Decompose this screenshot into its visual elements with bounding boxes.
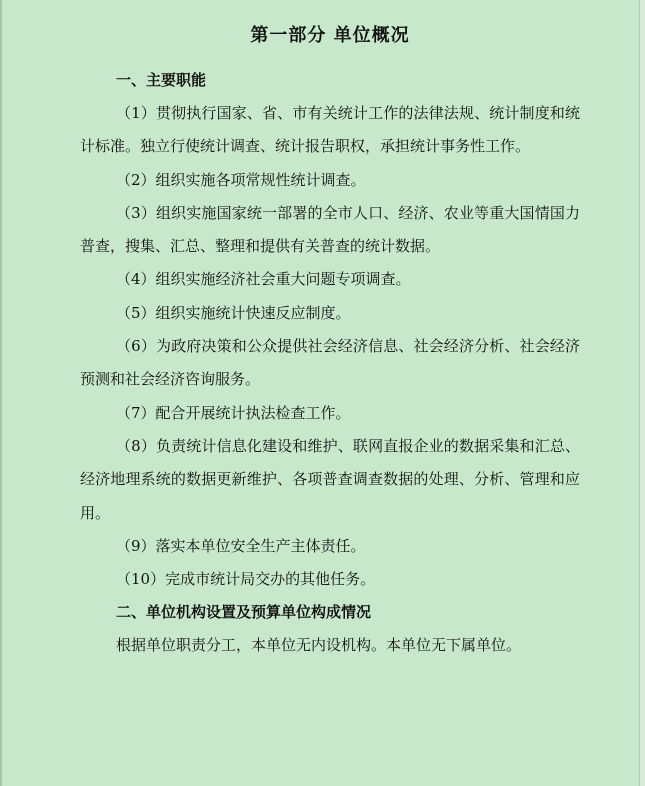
- function-item-2: （2）组织实施各项常规性统计调查。: [116, 170, 366, 189]
- section-heading-main-functions: 一、主要职能: [116, 71, 207, 89]
- function-item-3: （3）组织实施国家统一部署的全市人口、经济、农业等重大国情国力普查，搜集、汇总、整理和提供有关普查的统计数据。: [80, 203, 580, 256]
- function-item-9: （9）落实本单位安全生产主体责任。: [116, 536, 366, 555]
- function-item-8: （8）负责统计信息化建设和维护、联网直报企业的数据采集和汇总、经济地理系统的数据更新维护、各项普查调查数据的处理、分析、管理和应用。: [80, 436, 580, 522]
- function-item-10: （10）完成市统计局交办的其他任务。: [116, 570, 376, 589]
- page-title: 第一部分 单位概况: [250, 25, 410, 46]
- function-item-5: （5）组织实施统计快速反应制度。: [116, 303, 351, 322]
- page-left-edge: [0, 0, 2, 786]
- function-item-4: （4）组织实施经济社会重大问题专项调查。: [116, 270, 411, 289]
- function-item-1: （1）贯彻执行国家、省、市有关统计工作的法律法规、统计制度和统计标准。独立行使统计调查、统计报告职权，承担统计事务性工作。: [80, 104, 580, 156]
- function-item-7: （7）配合开展统计执法检查工作。: [116, 403, 351, 422]
- scrollbar-edge[interactable]: [639, 0, 645, 786]
- organization-text: 根据单位职责分工，本单位无内设机构。本单位无下属单位。: [116, 636, 522, 655]
- section-heading-organization: 二、单位机构设置及预算单位构成情况: [116, 603, 372, 622]
- document-body: [80, 22, 580, 663]
- function-item-6: （6）为政府决策和公众提供社会经济信息、社会经济分析、社会经济预测和社会经济咨询服务。: [80, 337, 580, 389]
